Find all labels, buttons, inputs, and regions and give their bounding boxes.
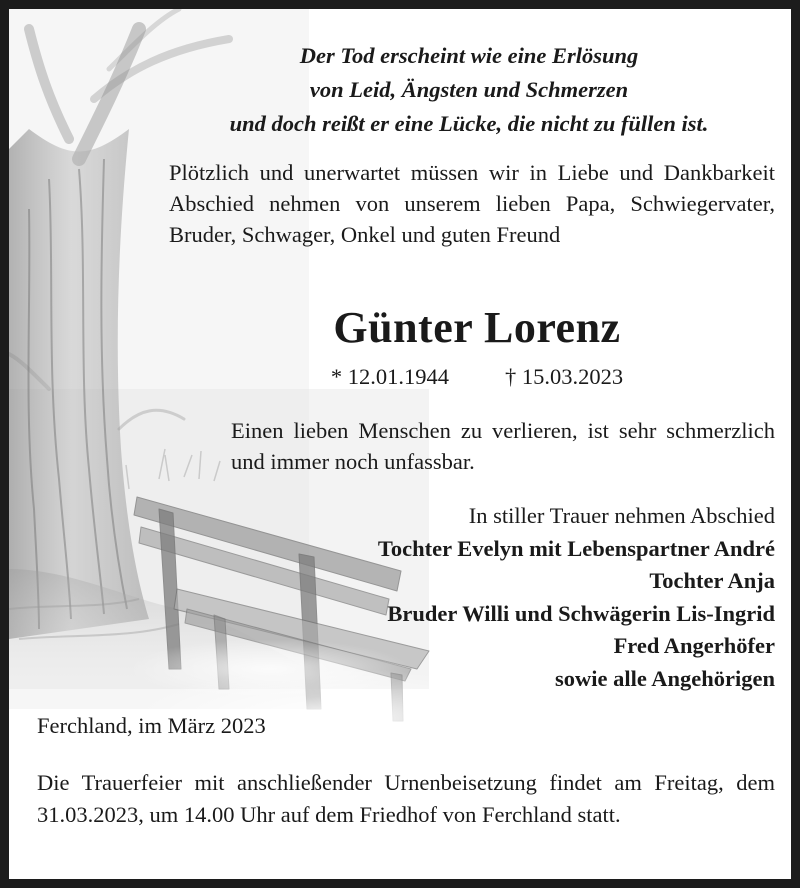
place-and-date: Ferchland, im März 2023 (37, 713, 266, 738)
poem-line: und doch reißt er eine Lücke, die nicht zu füllen ist. (229, 111, 709, 136)
mourner-name: Tochter Evelyn mit Lebenspartner André (377, 535, 775, 561)
mourners-block (229, 500, 775, 695)
life-dates (189, 361, 765, 393)
memory-paragraph: Einen lieben Menschen zu verlieren, ist sehr schmerzlich und immer noch unfassbar. (231, 418, 775, 474)
poem-line: Der Tod erscheint wie eine Erlösung (299, 43, 639, 68)
poem-line: von Leid, Ängsten und Schmerzen (309, 77, 629, 102)
mourner-name: sowie alle Angehörigen (555, 665, 775, 691)
mourner-name: Bruder Willi und Schwägerin Lis-Ingrid (387, 600, 775, 626)
intro-paragraph: Plötzlich und unerwartet müssen wir in Liebe und Dankbarkeit Abschied nehmen von unserem lieben Papa, Schwiegervater, Bruder, Schwager, Onkel und guten Freund (169, 160, 775, 247)
mourners-heading: In stiller Trauer nehmen Abschied (468, 503, 775, 528)
opening-poem (159, 39, 779, 141)
deceased-name: Günter Lorenz (333, 303, 621, 352)
mourner-name: Tochter Anja (649, 568, 775, 593)
death-date: † 15.03.2023 (505, 364, 624, 389)
ceremony-info: Die Trauerfeier mit anschließender Urnenbeisetzung findet am Freitag, dem 31.03.2023, um 14.00 Uhr auf dem Friedhof von Ferchland statt. (37, 770, 775, 827)
birth-date: * 12.01.1944 (330, 364, 449, 389)
mourner-name: Fred Angerhöfer (613, 633, 775, 658)
